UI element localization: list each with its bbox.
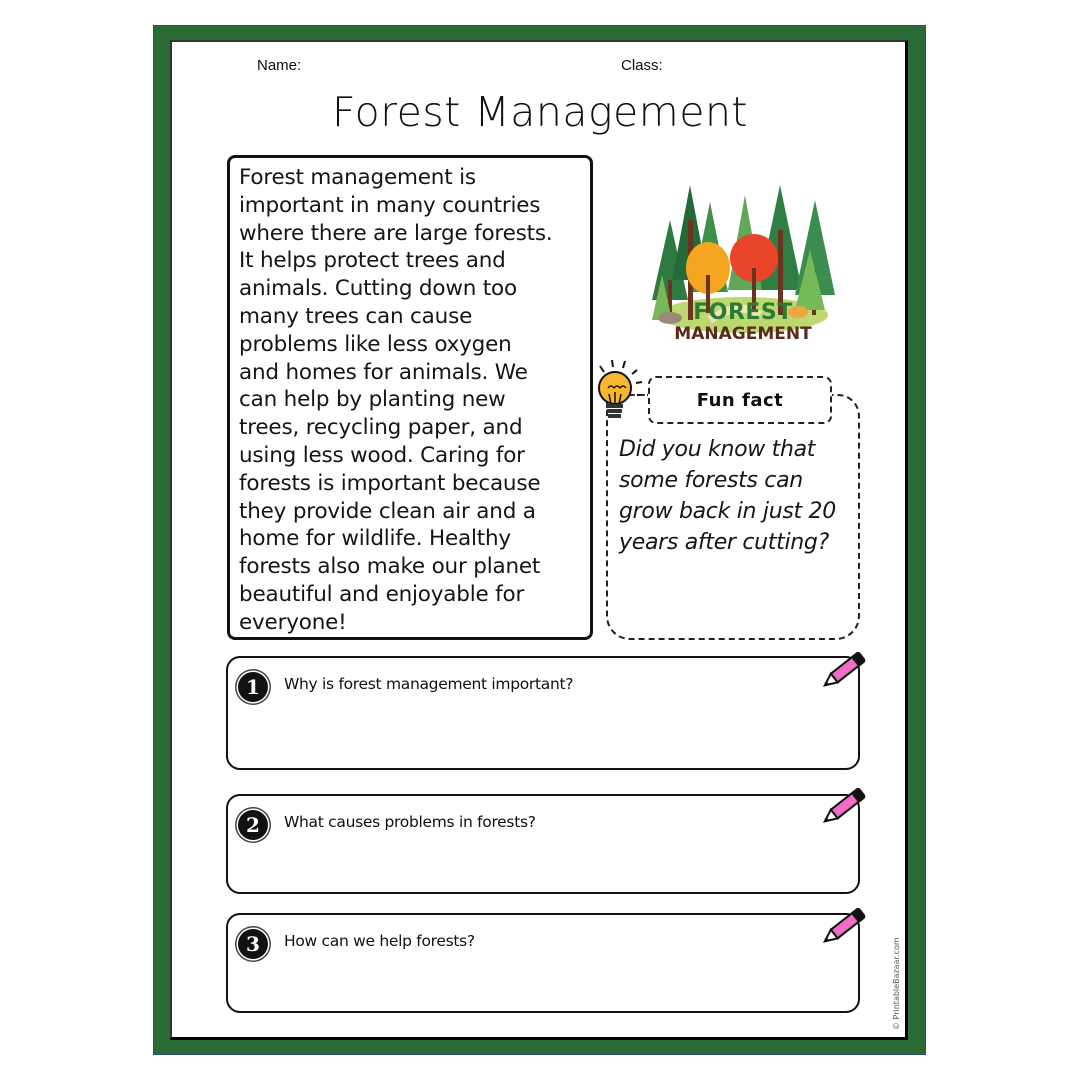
fun-fact-header: Fun fact	[648, 376, 832, 424]
passage-line: beautiful and enjoyable for	[239, 581, 525, 607]
passage-line: It helps protect trees and	[239, 248, 506, 274]
passage-line: animals. Cutting down too	[239, 276, 517, 302]
passage-line: Forest management is	[239, 165, 476, 190]
question-3-answer-box[interactable]	[226, 913, 860, 1013]
passage-line: problems like less oxygen	[239, 331, 512, 357]
fun-fact-line: years after cutting?	[619, 530, 829, 555]
passage-line: forests also make our planet	[239, 554, 541, 580]
question-number-badge: 3	[238, 929, 268, 959]
passage-line: home for wildlife. Healthy	[239, 526, 511, 552]
copyright-credit: © PrintableBazaar.com	[892, 937, 901, 1030]
question-3-text: How can we help forests?	[284, 932, 475, 950]
passage-line: important in many countries	[239, 192, 541, 218]
fun-fact-line: grow back in just 20	[619, 499, 836, 524]
passage-line: forests is important because	[239, 470, 541, 496]
fun-fact-line: some forests can	[619, 468, 803, 493]
passage-line: many trees can cause	[239, 303, 473, 329]
name-label: Name:	[257, 57, 302, 74]
passage-line: they provide clean air and a	[239, 498, 536, 524]
pencil-icon	[818, 648, 870, 694]
illustration-title-forest: FOREST	[693, 300, 793, 325]
reading-passage	[227, 155, 593, 640]
passage-line: everyone!	[239, 609, 347, 635]
pencil-icon	[818, 784, 870, 830]
question-number-badge: 2	[238, 810, 268, 840]
passage-line: and homes for animals. We	[239, 359, 528, 385]
class-label: Class:	[621, 57, 663, 74]
question-2-answer-box[interactable]	[226, 794, 860, 894]
passage-line: trees, recycling paper, and	[239, 415, 523, 441]
fun-fact-text	[619, 434, 859, 558]
question-1-answer-box[interactable]	[226, 656, 860, 770]
passage-line: using less wood. Caring for	[239, 442, 525, 468]
passage-line: where there are large forests.	[239, 220, 553, 246]
illustration-title-management: MANAGEMENT	[674, 324, 812, 344]
question-2-text: What causes problems in forests?	[284, 813, 536, 831]
pencil-icon	[818, 904, 870, 950]
page-title: Forest Management	[331, 88, 749, 136]
question-1-text: Why is forest management important?	[284, 675, 574, 693]
question-number-badge: 1	[238, 672, 268, 702]
passage-line: can help by planting new	[239, 387, 506, 413]
fun-fact-line: Did you know that	[619, 437, 816, 462]
lightbulb-icon	[592, 358, 648, 424]
